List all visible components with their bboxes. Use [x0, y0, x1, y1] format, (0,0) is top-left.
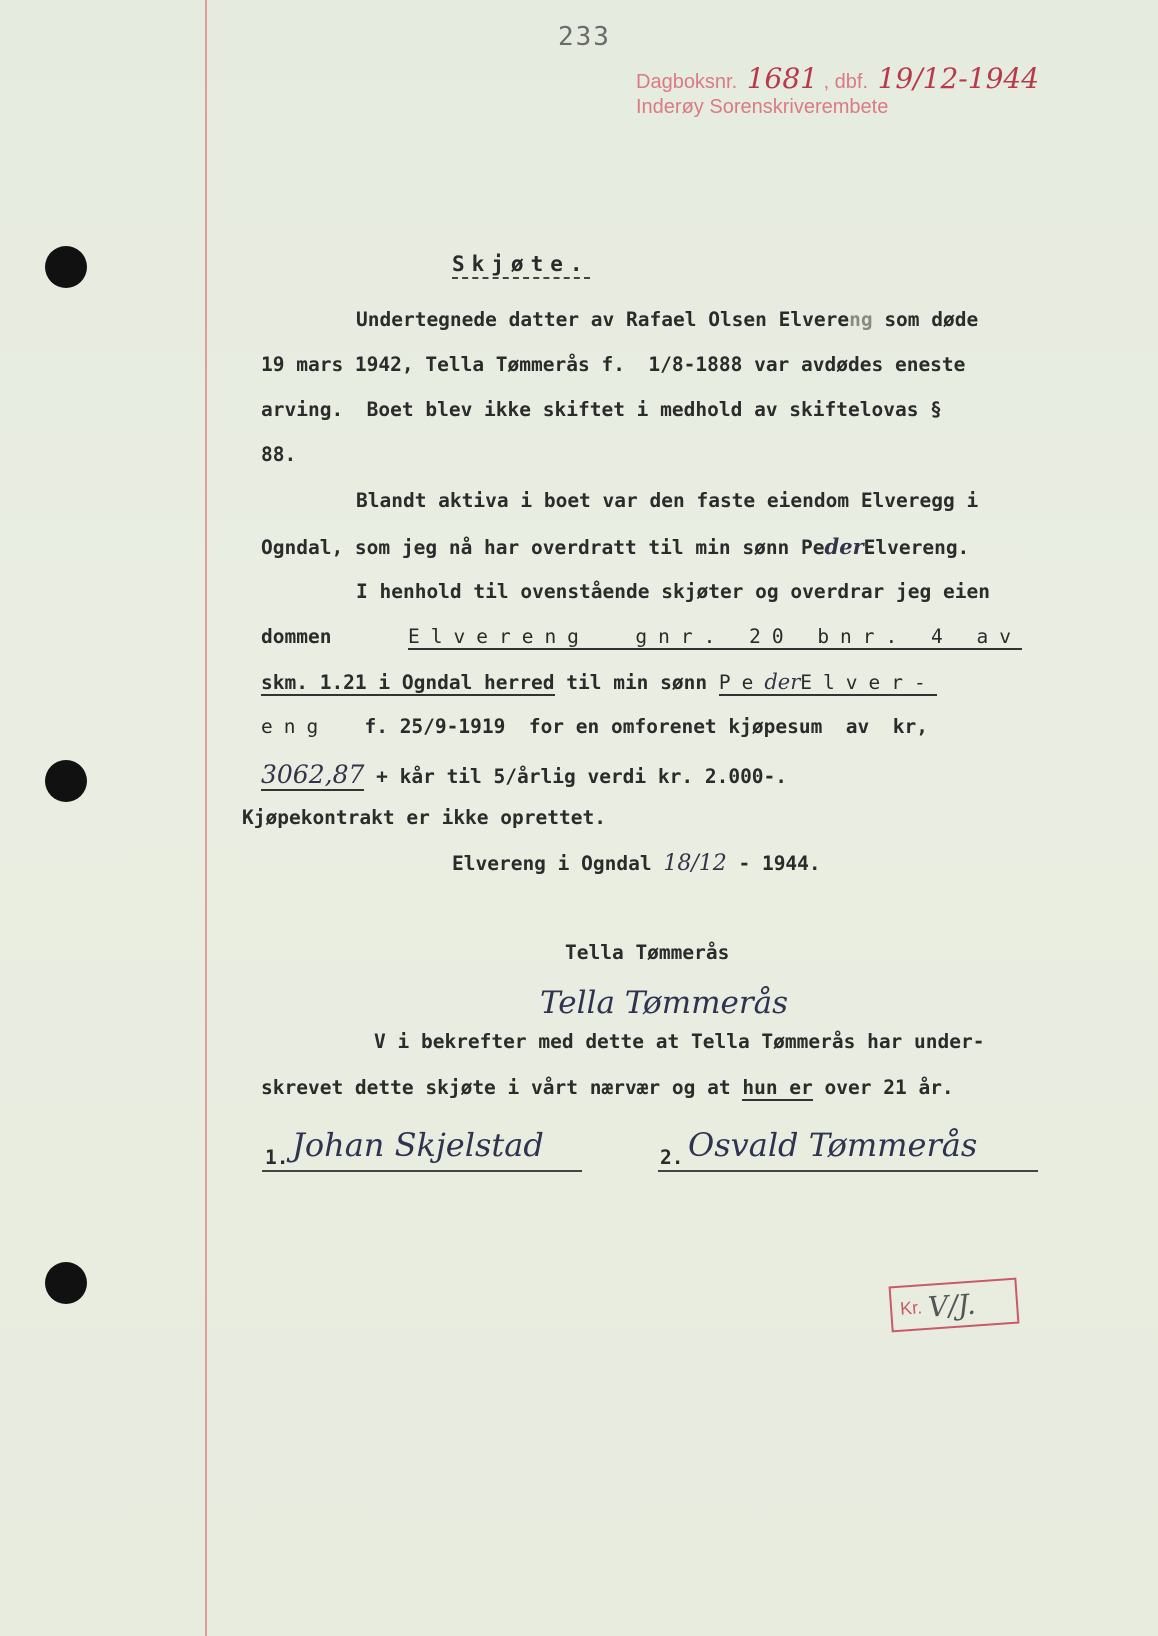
witness-1-number: 1. [265, 1146, 289, 1169]
dbf-date: 19/12-1944 [877, 62, 1040, 95]
witness-1-signature: Johan Skjelstad [292, 1126, 544, 1164]
witness-2-signature-line [658, 1170, 1038, 1172]
purchase-amount: 3062,87 [261, 760, 365, 789]
text-line: I henhold til ovenstående skjøter og overdrar jeg eien [356, 580, 990, 603]
punch-hole-middle [45, 760, 87, 802]
witness-2-number: 2. [660, 1146, 684, 1169]
kr-stamp [889, 1278, 1020, 1333]
typed-signature-name: Tella Tømmerås [565, 941, 730, 964]
text-line: Undertegnede datter av Rafael Olsen Elvereng som døde [356, 308, 979, 331]
property-line: Elvereng gnr. 20 bnr. 4 av [408, 625, 1022, 648]
dagboksnr-value: 1681 [746, 62, 818, 95]
text-line: Kjøpekontrakt er ikke oprettet. [242, 806, 606, 829]
text-line: arving. Boet blev ikke skiftet i medhold av skiftelovas § [261, 398, 942, 421]
kr-stamp-initials: V/J. [926, 1287, 977, 1324]
dbf-label: , dbf. [823, 71, 869, 93]
text-line: skrevet dette skjøte i vårt nærvær og at hun er over 21 år. [261, 1076, 954, 1099]
punch-hole-bottom [45, 1262, 87, 1304]
place-date: Elvereng i Ogndal 18/12 - 1944. [452, 851, 821, 876]
text-line: 19 mars 1942, Tella Tømmerås f. 1/8-1888 var avdødes eneste [261, 353, 966, 376]
text-line: eng f. 25/9-1919 for en omforenet kjøpesum av kr, [261, 715, 928, 738]
witness-1-signature-line [262, 1170, 582, 1172]
margin-line [205, 0, 207, 1636]
witness-2-signature: Osvald Tømmerås [688, 1126, 978, 1164]
text-line: 3062,87 + kår til 5/årlig verdi kr. 2.000-. [261, 760, 788, 789]
text-line: V i bekrefter med dette at Tella Tømmerås har under- [374, 1030, 985, 1053]
registry-stamp [636, 62, 1039, 95]
dagboksnr-label: Dagboksnr. [636, 71, 738, 93]
office-name: Inderøy Sorenskriverembete [636, 96, 889, 118]
handwritten-signature: Tella Tømmerås [540, 985, 789, 1021]
page-number: 233 [558, 22, 611, 52]
document-title: Skjøte. [452, 252, 590, 279]
text-line: 88. [261, 443, 297, 466]
text-line: skm. 1.21 i Ogndal herred til min sønn PederElver- [261, 670, 937, 694]
text-line: dommen [261, 625, 332, 648]
text-line: Blandt aktiva i boet var den faste eiendom Elveregg i [356, 489, 979, 512]
text-line: Ogndal, som jeg nå har overdratt til min sønn PederElvereng. [261, 534, 970, 559]
kr-stamp-label: Kr. [899, 1296, 923, 1319]
punch-hole-top [45, 246, 87, 288]
